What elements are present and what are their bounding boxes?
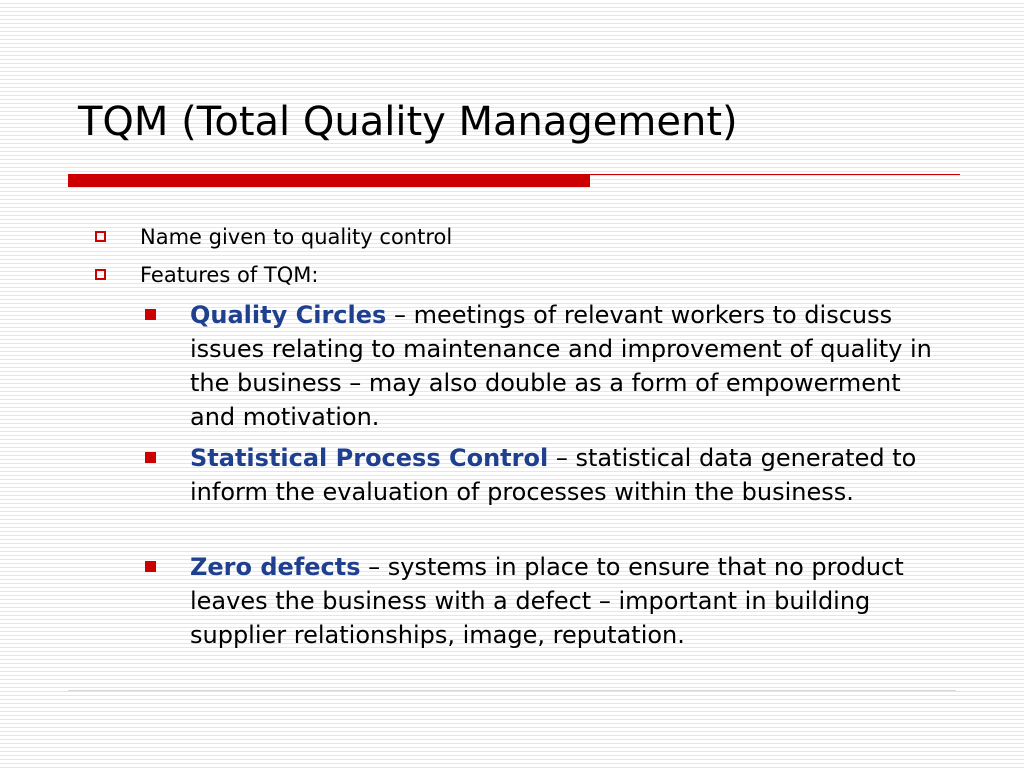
feature-term: Statistical Process Control <box>190 444 549 472</box>
feature-description: – systems in place to ensure that no product leaves the business with a defect – important in building supplier relationships, image, reputation. <box>190 553 904 649</box>
filled-square-bullet-icon <box>145 561 156 572</box>
feature-term: Quality Circles <box>190 301 387 329</box>
feature-description: – statistical data generated to inform the evaluation of processes within the business. <box>190 444 917 506</box>
feature-item-statistical-process-control <box>145 441 935 509</box>
feature-item-zero-defects <box>145 550 935 652</box>
feature-term: Zero defects <box>190 553 361 581</box>
hollow-square-bullet-icon <box>95 231 106 242</box>
bullet-text: Name given to quality control <box>140 225 453 249</box>
footer-divider <box>68 690 956 691</box>
feature-description: – meetings of relevant workers to discuss issues relating to maintenance and improvement of quality in the business – may also double as a form of empowerment and motivation. <box>190 301 932 431</box>
bullet-text: Features of TQM: <box>140 263 319 287</box>
filled-square-bullet-icon <box>145 452 156 463</box>
feature-item-quality-circles <box>145 298 935 434</box>
slide-title: TQM (Total Quality Management) <box>78 99 738 145</box>
title-underline-thick <box>68 175 590 187</box>
hollow-square-bullet-icon <box>95 269 106 280</box>
filled-square-bullet-icon <box>145 309 156 320</box>
